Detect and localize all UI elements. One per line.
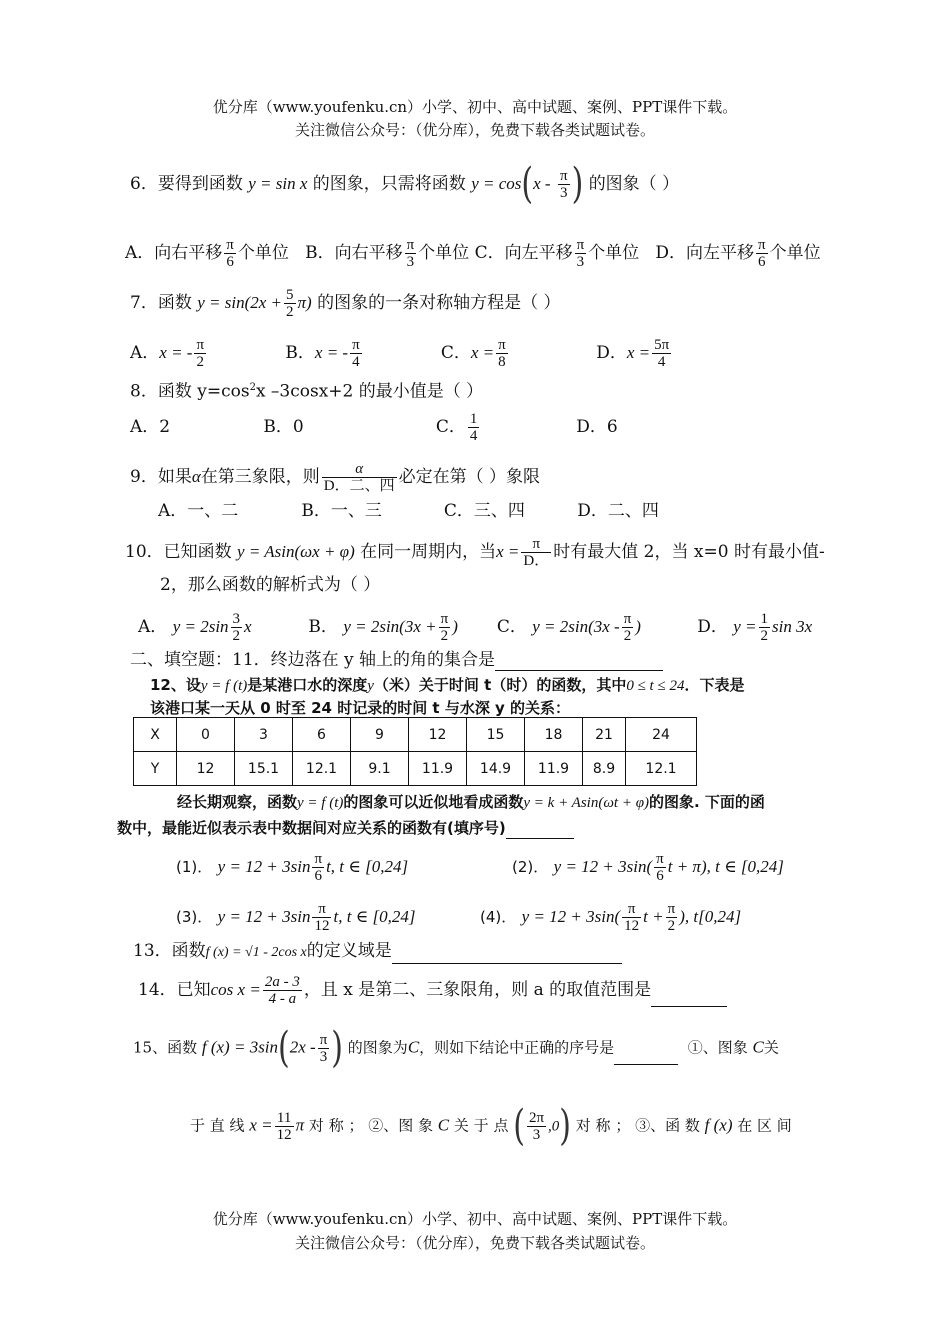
option-d: D．二、四 — [577, 501, 659, 521]
answer-blank-12[interactable] — [506, 824, 574, 839]
question-10: 10．已知函数 y = Asin(ωx + φ) 在同一周期内，当x = $\frac{\pi}{D.}$ 时有最大值 2，当 x=0 时有最小值- — [125, 536, 825, 569]
question-7: 7．函数 y = sin(2x + $\frac{5}{2}$ π) 的图象的一条对称轴方程是（ ） — [130, 287, 561, 320]
option-d: D．6 — [576, 417, 618, 437]
option-c: C．向左平移 $\frac{\pi}{3}$ 个单位 — [474, 237, 640, 270]
option-c: C． $\frac{1}{4}$ — [435, 411, 478, 444]
question-10-line-2: 2，那么函数的解析式为（ ） — [160, 575, 381, 595]
table-cell: 12.1 — [293, 752, 351, 786]
option-d: D． y = $\frac{1}{2}$ sin 3x — [697, 611, 813, 644]
table-cell: 9 — [351, 718, 409, 752]
table-row-x — [134, 718, 697, 752]
question-10-options — [138, 611, 812, 644]
question-12-option-4: (4)． y = 12 + 3sin( $\frac{\pi}{12}$ t + $\frac{\pi}{2}$ ), t[0,24] — [480, 901, 742, 934]
answer-blank-11[interactable] — [495, 652, 663, 671]
table-cell: 9.1 — [351, 752, 409, 786]
footer-line-1: 优分库（www.youfenku.cn）小学、初中、高中试题、案例、PPT课件下载。 — [212, 1210, 738, 1228]
question-7-options — [130, 337, 673, 370]
table-cell: 3 — [235, 718, 293, 752]
table-cell: 12 — [177, 752, 235, 786]
option-a: A． y = 2sin $\frac{3}{2}$ x — [138, 611, 252, 644]
header-line-2: 关注微信公众号：（优分库），免费下载各类试题试卷。 — [294, 121, 655, 139]
question-14: 14．已知cos x = $\frac{2a - 3}{4 - a}$ ，且 x 是第二、三象限角，则 a 的取值范围是 — [138, 974, 727, 1007]
option-b: B．0 — [263, 417, 304, 437]
question-12-option-3: (3)． y = 12 + 3sin $\frac{\pi}{12}$ t, t ∈ [0,24] — [176, 901, 416, 934]
table-cell: 0 — [177, 718, 235, 752]
question-12-observation-2: 数中，最能近似表示表中数据间对应关系的函数有(填序号) — [117, 817, 574, 839]
table-cell: 11.9 — [525, 752, 583, 786]
question-9-options — [158, 500, 659, 522]
header-line-1: 优分库（www.youfenku.cn）小学、初中、高中试题、案例、PPT课件下载。 — [212, 98, 738, 116]
table-cell: 15.1 — [235, 752, 293, 786]
option-c: C．x = $\frac{\pi}{8}$ — [440, 337, 506, 370]
question-12-option-1: (1)． y = 12 + 3sin $\frac{\pi}{6}$ t, t ∈ [0,24] — [176, 851, 409, 884]
option-d: D．x = $\frac{5\pi}{4}$ — [596, 337, 670, 370]
table-cell: 11.9 — [409, 752, 467, 786]
footer-line-2: 关注微信公众号：（优分库），免费下载各类试题试卷。 — [294, 1234, 655, 1252]
table-cell: 14.9 — [467, 752, 525, 786]
table-row-y — [134, 752, 697, 786]
table-cell: 12 — [409, 718, 467, 752]
option-a: A．一、二 — [158, 501, 239, 521]
answer-blank-15[interactable] — [614, 1046, 678, 1065]
question-12-option-2: (2)． y = 12 + 3sin( $\frac{\pi}{6}$ t + π), t ∈ [0,24] — [512, 851, 784, 884]
option-b: B．x = - $\frac{\pi}{4}$ — [285, 337, 360, 370]
option-d: D．向左平移 $\frac{\pi}{6}$ 个单位 — [655, 237, 821, 270]
question-6-options — [125, 237, 821, 270]
option-a: A．向右平移 $\frac{\pi}{6}$ 个单位 — [125, 237, 289, 270]
question-15-line-2: 于 直 线 x = $\frac{11}{12}$ π 对 称 ； ②、图 象 C 关 于 点 ( $\frac{2\pi}{3}$ ,0) 对 称 ； ③、函 数 f (x) 在 区 间 — [190, 1101, 792, 1151]
table-cell: 8.9 — [583, 752, 626, 786]
answer-blank-14[interactable] — [651, 988, 727, 1007]
question-6: 6．要得到函数 y = sin x 的图象，只需将函数 y = cos(x - $\frac{\pi}{3}$ ) 的图象（ ） — [130, 159, 680, 209]
table-cell: 24 — [626, 718, 697, 752]
option-a: A．2 — [130, 417, 171, 437]
option-b: B．一、三 — [301, 501, 382, 521]
answer-blank-13[interactable] — [392, 945, 622, 964]
question-12: 12、设y = f (t)是某港口水的深度y（米）关于时间 t（时）的函数，其中0 ≤ t ≤ 24．下表是 — [150, 676, 745, 694]
table-cell: 12.1 — [626, 752, 697, 786]
question-13: 13．函数f (x) = √1 - 2cos x的定义域是 — [133, 940, 622, 964]
option-b: B． y = 2sin(3x + $\frac{\pi}{2}$ ) — [308, 611, 458, 644]
table-cell: 21 — [583, 718, 626, 752]
option-b: B．向右平移 $\frac{\pi}{3}$ 个单位 — [305, 237, 470, 270]
question-15: 15、函数 f (x) = 3sin(2x - $\frac{\pi}{3}$ ) 的图象为C，则如下结论中正确的序号是 ①、图象 C关 — [133, 1023, 779, 1073]
table-cell: 6 — [293, 718, 351, 752]
question-9: 9．如果α在第三象限，则 $\frac{\alpha}{\text{D．二、四}}$ 必定在第（ ）象限 — [130, 461, 541, 494]
option-a: A．x = - $\frac{\pi}{2}$ — [130, 337, 205, 370]
option-c: C．三、四 — [443, 501, 525, 521]
table-cell: 18 — [525, 718, 583, 752]
table-header-x: X — [134, 718, 177, 752]
tide-table — [133, 717, 697, 786]
table-header-y: Y — [134, 752, 177, 786]
question-8-options — [130, 411, 618, 444]
question-11: 二、填空题：11．终边落在 y 轴上的角的集合是 — [130, 649, 663, 671]
table-cell: 15 — [467, 718, 525, 752]
question-8: 8．函数 $y=\cos^2x$ –3cosx+2 的最小值是（ ） — [130, 381, 484, 402]
question-12-observation: 经长期观察，函数y = f (t)的图象可以近似地看成函数y = k + Asin(ωt + φ)的图象. 下面的函 — [177, 793, 765, 811]
question-12-line-2: 该港口某一天从 0 时至 24 时记录的时间 t 与水深 y 的关系： — [150, 699, 571, 717]
option-c: C． y = 2sin(3x - $\frac{\pi}{2}$ ) — [496, 611, 641, 644]
